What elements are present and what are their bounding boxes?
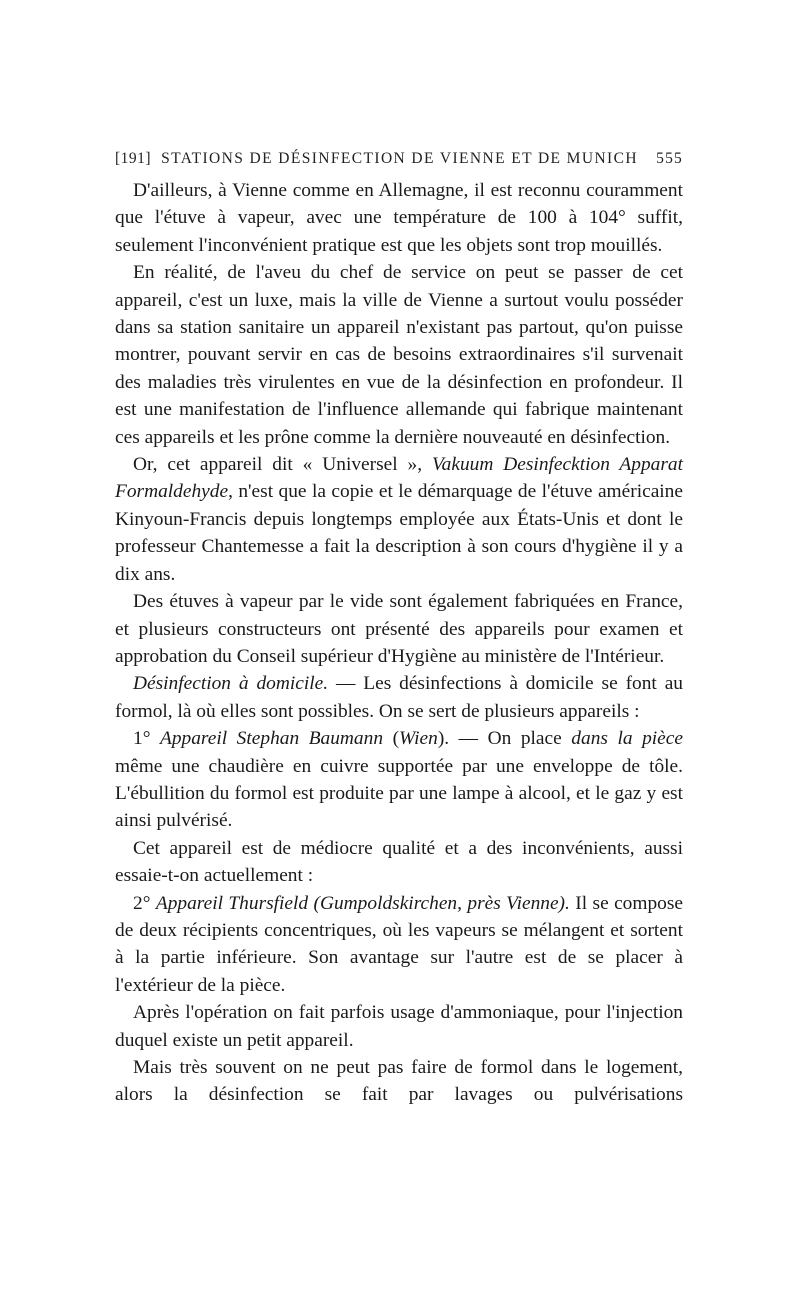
paragraph: Cet appareil est de médiocre qualité et a des inconvénients, aussi essaie-t-on actuellement : (115, 837, 683, 887)
paragraph: Mais très souvent on ne peut pas faire de formol dans le logement, alors la désinfection se fait par lavages ou pulvérisations (115, 1057, 683, 1106)
paragraph: En réalité, de l'aveu du chef de service on peut se passer de cet appareil, c'est un luxe, mais la ville de Vienne a surtout voulu posséder dans sa station sanitaire un appareil n'existant pas partout, qu'on puisse montrer, pouvant servir en cas de besoins extraordinaires s'il survenait des maladies très virulentes en vue de la désinfection en profondeur. Il est une manifestation de l'influence allemande qui fabrique maintenant ces appareils et les prône comme la dernière nouveauté en désinfection. (115, 262, 683, 448)
section-number: [191] (115, 150, 152, 167)
running-header (115, 150, 683, 168)
paragraph: D'ailleurs, à Vienne comme en Allemagne, il est reconnu couramment que l'étuve à vapeur, avec une température de 100 à 104° suffit, seulement l'inconvénient pratique est que les objets sont trop mouillés. (115, 180, 683, 256)
paragraph: 2° Appareil Thursfield (Gumpoldskirchen, près Vienne). Il se compose de deux récipients concentriques, où les vapeurs se mélangent et sortent à la partie inférieure. Son avantage sur l'autre est de se placer à l'extérieur de la pièce. (115, 892, 683, 996)
paragraph: Désinfection à domicile. — Les désinfections à domicile se font au formol, là où elles sont possibles. On se sert de plusieurs appareils : (115, 673, 683, 722)
page-number: 555 (656, 150, 683, 167)
document-page (115, 150, 683, 1109)
section-heading: Désinfection à domicile. (133, 673, 329, 695)
running-title: STATIONS DE DÉSINFECTION DE VIENNE ET DE MUNICH (161, 150, 638, 167)
paragraph: Après l'opération on fait parfois usage d'ammoniaque, pour l'injection duquel existe un petit appareil. (115, 1002, 683, 1051)
paragraph: Or, cet appareil dit « Universel », Vakuum Desinfecktion Apparat Formaldehyde, n'est que la copie et le démarquage de l'étuve américaine Kinyoun-Francis depuis longtemps employée aux États-Unis et dont le professeur Chantemesse a fait la description à son cours d'hygiène il y a dix ans. (115, 454, 683, 585)
body-text (115, 177, 683, 1109)
paragraph: Des étuves à vapeur par le vide sont également fabriquées en France, et plusieurs constructeurs ont présenté des appareils pour examen et approbation du Conseil supérieur d'Hygiène au ministère de l'Intérieur. (115, 591, 683, 667)
italic-title: Vakuum Desinfecktion Apparat Formaldehyde (115, 454, 683, 503)
paragraph: 1° Appareil Stephan Baumann (Wien). — On place dans la pièce même une chaudière en cuivre supportée par une enveloppe de tôle. L'ébullition du formol est produite par une lampe à alcool, et le gaz y est ainsi pulvérisé. (115, 728, 683, 832)
